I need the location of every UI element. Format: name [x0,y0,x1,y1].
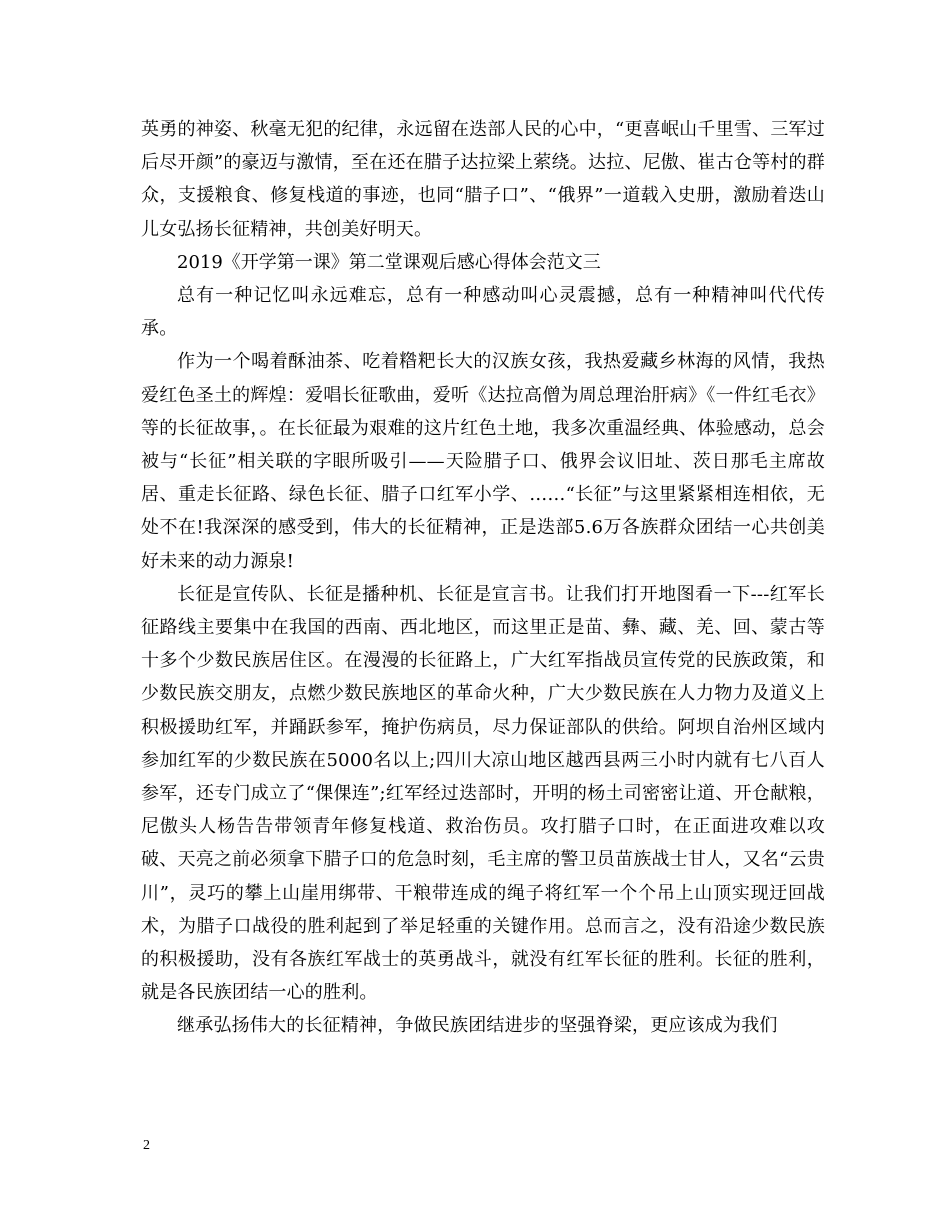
section-heading: 2019《开学第一课》第二堂课观后感心得体会范文三 [177,251,601,273]
paragraph-continuation: 英勇的神姿、秋毫无犯的纪律，永远留在迭部人民的心中，“更喜岷山千里雪、三军过后尽开颜”的豪迈与激情，至在还在腊子达拉梁上萦绕。达拉、尼傲、崔古仓等村的群众，支援粮食、修复栈道的事迹，也同“腊子口”、“俄界”一道载入史册，激励着迭山儿女弘扬长征精神，共创美好明天。 [141,119,825,240]
paragraph-personal: 作为一个喝着酥油茶、吃着糌粑长大的汉族女孩，我热爱藏乡林海的风情，我热爱红色圣土的辉煌：爱唱长征歌曲，爱听《达拉高僧为周总理治肝病》《一件红毛衣》等的长征故事，。在长征最为艰难的这片红色土地，我多次重温经典、体验感动，总会被与“长征”相关联的字眼所吸引——天险腊子口、俄界会议旧址、茨日那毛主席故居、重走长征路、绿色长征、腊子口红军小学、……“长征”与这里紧紧相连相依，无处不在!我深深的感受到，伟大的长征精神，正是迭部5.6万各族群众团结一心共创美好未来的动力源泉! [141,351,825,572]
paragraph-history: 长征是宣传队、长征是播种机、长征是宣言书。让我们打开地图看一下---红军长征路线主要集中在我国的西南、西北地区，而这里正是苗、彝、藏、羌、回、蒙古等十多个少数民族居住区。在漫漫的长征路上，广大红军指战员宣传党的民族政策，和少数民族交朋友，点燃少数民族地区的革命火种，广大少数民族在人力物力及道义上积极援助红军，并踊跃参军，掩护伤病员，尽力保证部队的供给。阿坝自治州区域内参加红军的少数民族在5000名以上;四川大凉山地区越西县两三小时内就有七八百人参军，还专门成立了“倮倮连”;红军经过迭部时，开明的杨土司密密让道、开仓献粮，尼傲头人杨告告带领青年修复栈道、救治伤员。攻打腊子口时，在正面进攻难以攻破、天亮之前必须拿下腊子口的危急时刻，毛主席的警卫员苗族战士甘人，又名“云贵川”，灵巧的攀上山崖用绑带、干粮带连成的绳子将红军一个个吊上山顶实现迂回战术，为腊子口战役的胜利起到了举足轻重的关键作用。总而言之，没有沿途少数民族的积极援助，没有各族红军战士的英勇战斗，就没有红军长征的胜利。长征的胜利，就是各民族团结一心的胜利。 [141,583,825,1004]
page-number: 2 [143,1138,150,1153]
paragraph-intro: 总有一种记忆叫永远难忘，总有一种感动叫心灵震撼，总有一种精神叫代代传承。 [141,285,825,340]
paragraph-closing: 继承弘扬伟大的长征精神，争做民族团结进步的坚强脊梁，更应该成为我们 [177,1015,778,1037]
document-body [141,113,825,1043]
